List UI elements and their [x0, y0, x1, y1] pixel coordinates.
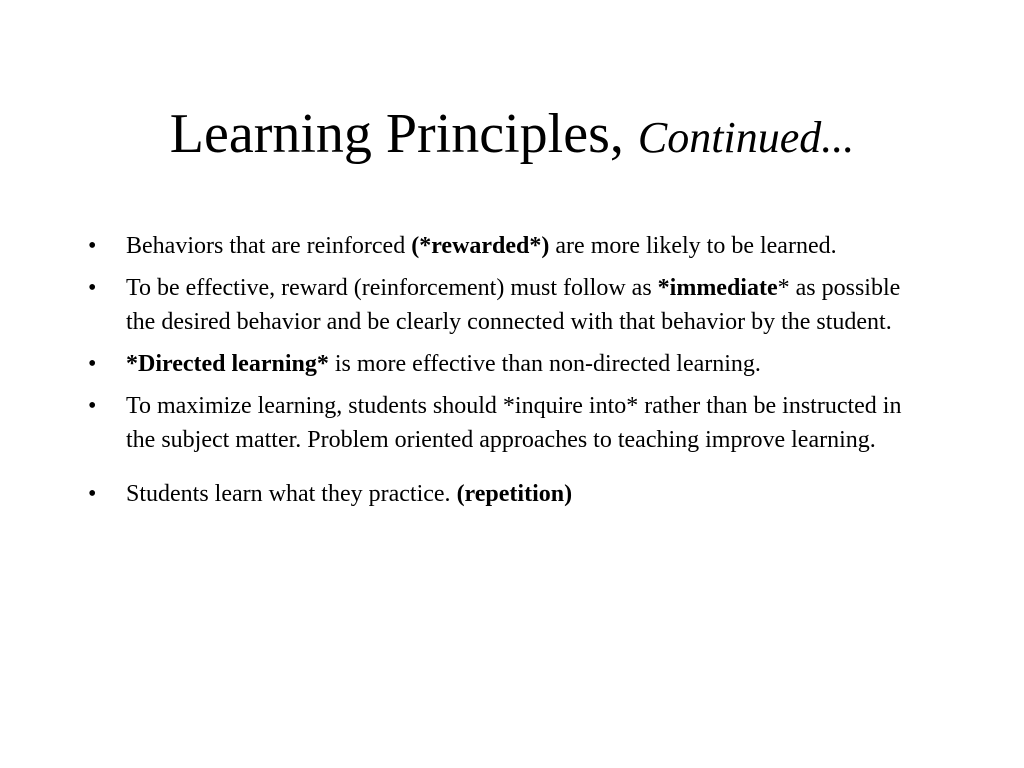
bullet-list [88, 229, 928, 519]
bullet-text: are more likely to be learned. [549, 233, 837, 259]
bullet-item [88, 229, 928, 263]
bullet-text: Behaviors that are reinforced [126, 233, 412, 259]
bullet-icon: • [88, 275, 97, 301]
bullet-item [88, 389, 928, 457]
bullet-bold-text: *Directed learning* [126, 351, 329, 377]
bullet-bold-text: (*rewarded*) [411, 233, 550, 259]
bullet-icon: • [88, 233, 97, 259]
bullet-icon: • [88, 393, 97, 419]
bullet-text: Students learn what they practice. [126, 481, 457, 507]
bullet-item [88, 347, 928, 381]
title-text: Learning Principles, [169, 103, 624, 165]
bullet-text: * as possible the desired behavior and be clearly connected with that behavior by the student. [126, 275, 901, 335]
bullet-icon: • [88, 481, 97, 507]
title-subtitle: Continued... [637, 113, 855, 162]
bullet-text: is more effective than non-directed learning. [328, 351, 761, 377]
bullet-bold-text: (repetition) [456, 481, 573, 507]
bullet-icon: • [88, 351, 97, 377]
bullet-item [88, 271, 928, 339]
bullet-text: To be effective, reward (reinforcement) must follow as [126, 275, 658, 301]
bullet-bold-text: *immediate [657, 275, 778, 301]
bullet-item [88, 477, 928, 511]
bullet-text: To maximize learning, students should *inquire into* rather than be instructed in the subject matter. Problem oriented approaches to teaching improve learning. [126, 393, 902, 453]
slide-title [0, 98, 1024, 174]
